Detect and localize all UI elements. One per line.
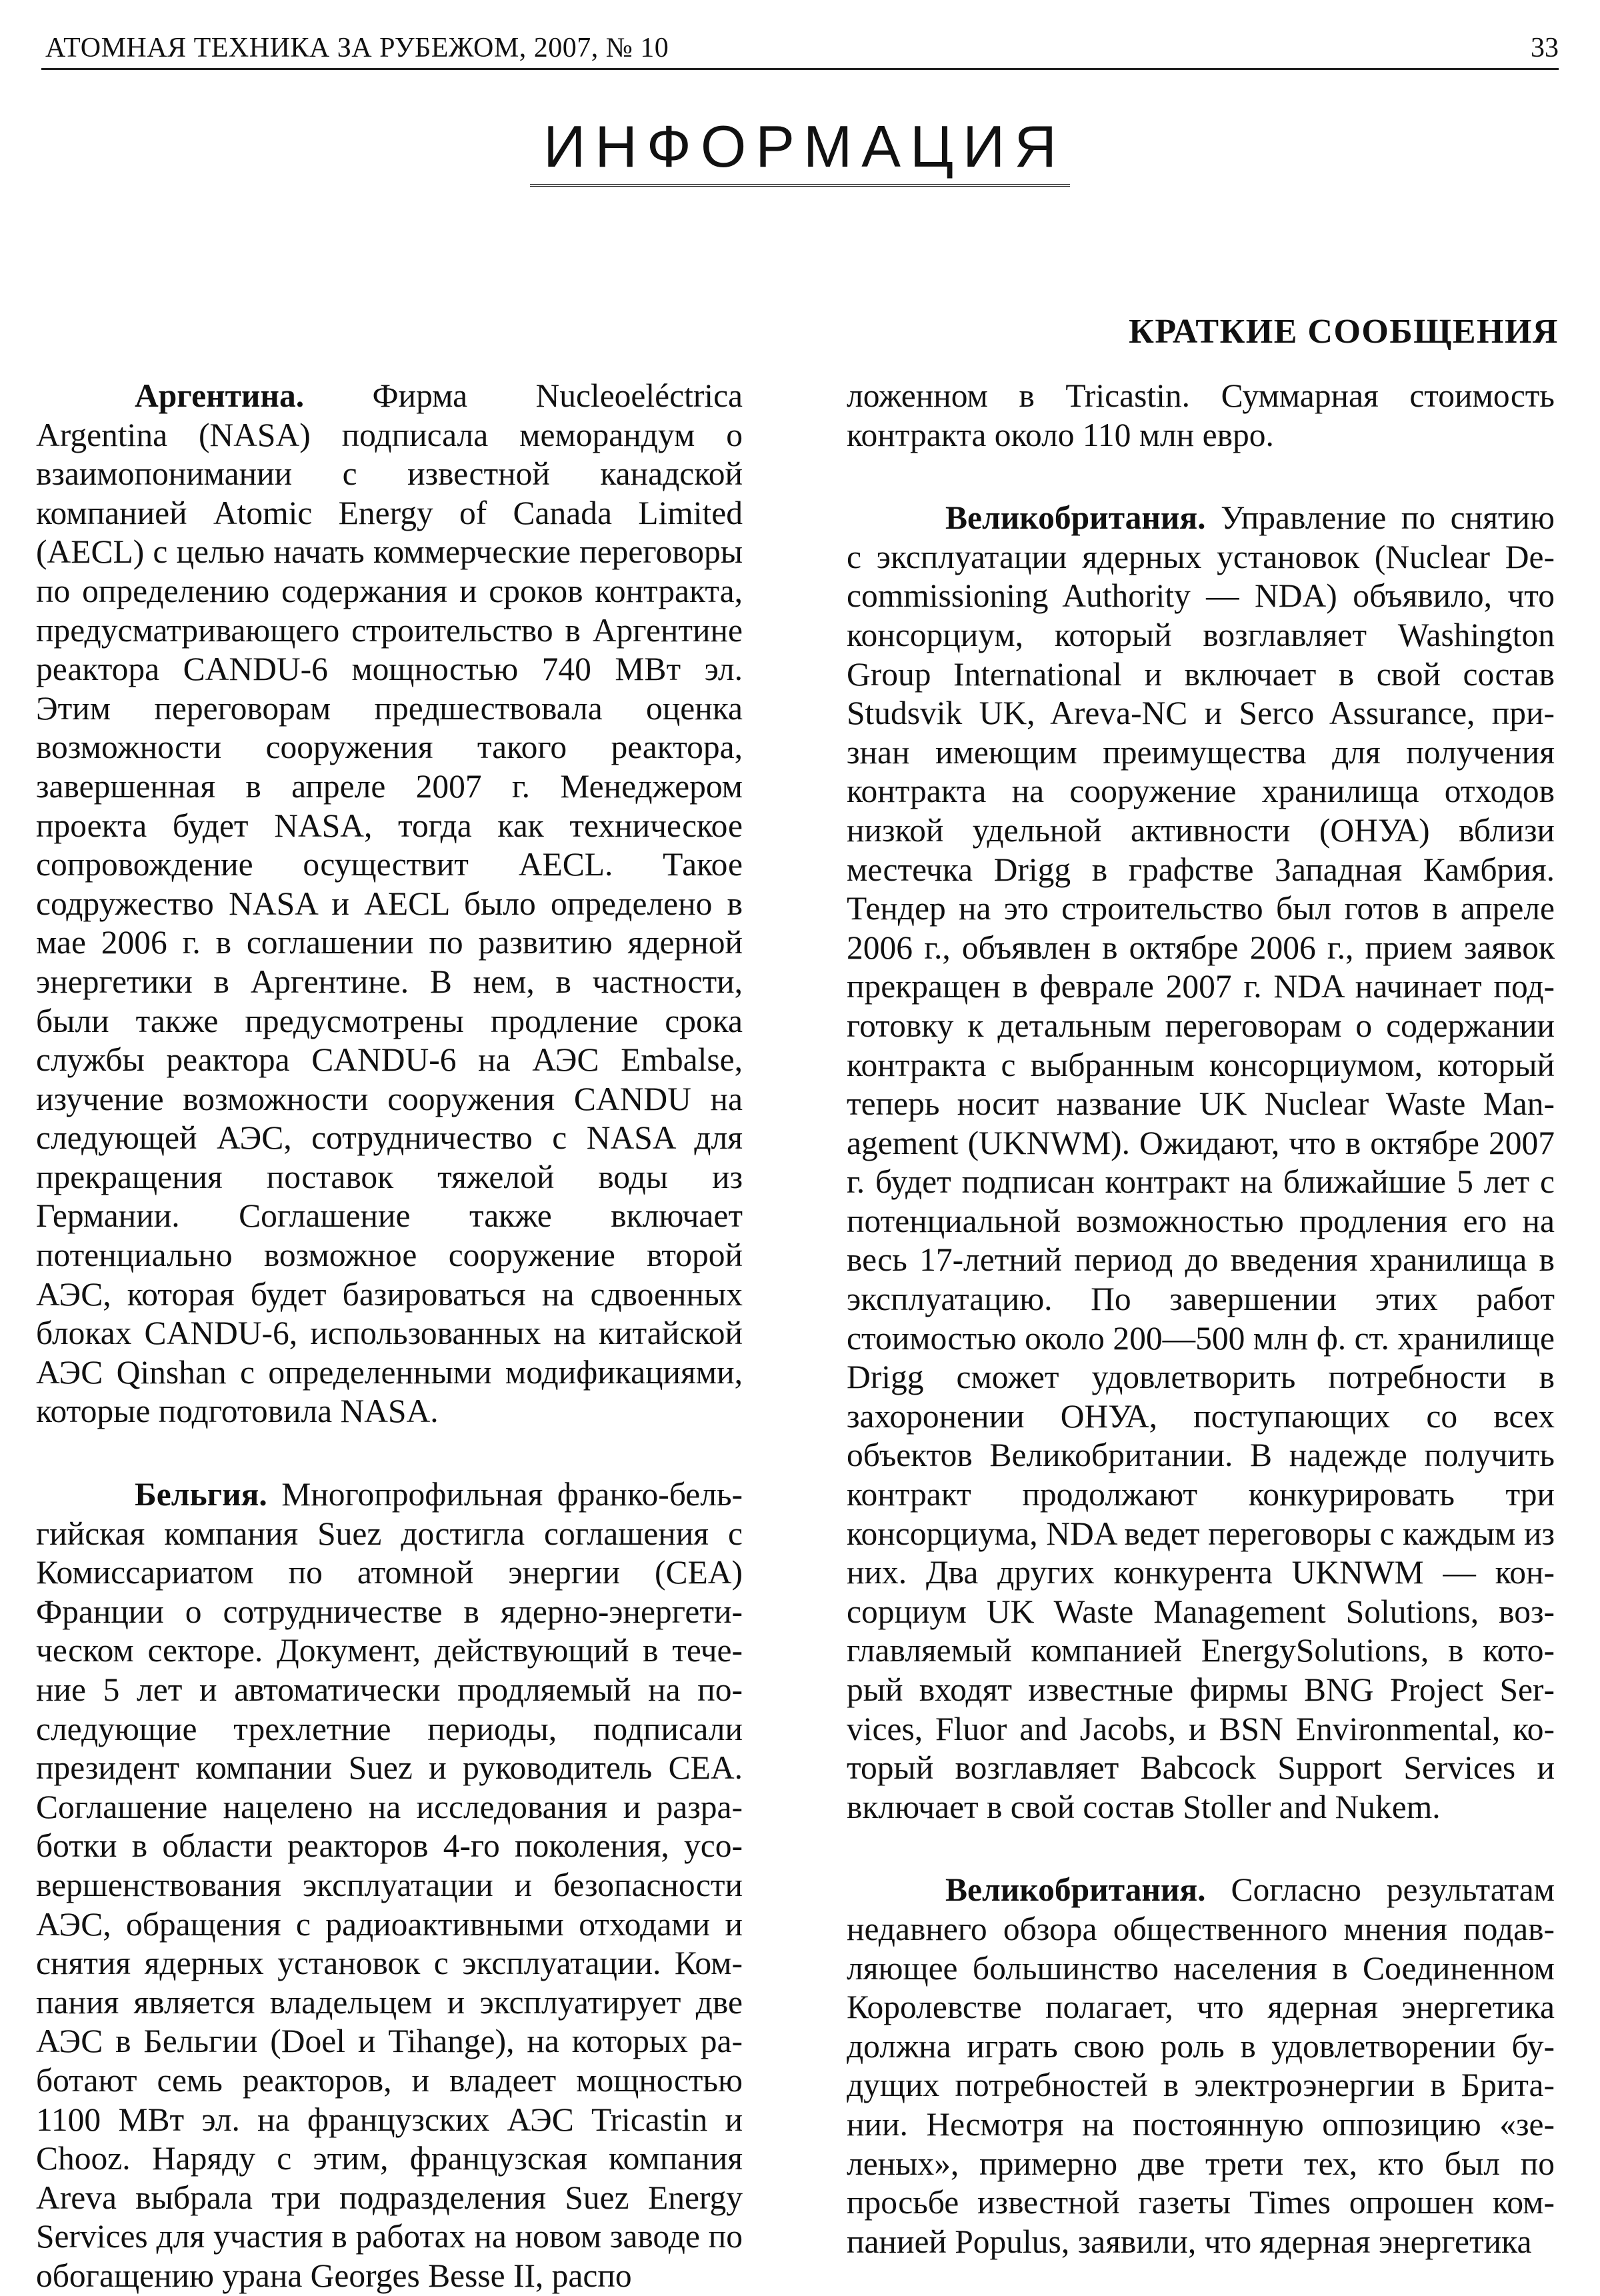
news-text: Многопрофильная франко-бельгийская компания Suez достигла соглашения с Комиссариатом по атомной энергии (СЕА) Франции о сотрудничестве в ядерно-энергетическом секторе. Документ, действующий в течение 5 лет и автоматически продляемый на последующие трехлетние периоды, подписали президент компании Suez и руководитель СЕА. Соглашение нацелено на исследования и разработки в области реакторов 4-го поколения, усовершенствования эксплуатации и безопасности АЭС, обращения с радиоактивными отходами и снятия ядерных установок с эксплуатации. Компания является владельцем и эксплуатирует две АЭС в Бельгии (Doel и Tihange), на которых работают семь реакторов, и владеет мощностью 1100 МВт эл. на французских АЭС Tricastin и Chooz. Наряду с этим, французская компания Areva выбрала три подразделения Suez Energy Services для участия в работах на новом заводе по обогащению урана Georges Besse II, распо [36, 1476, 743, 2294]
news-text: Управление по снятию с эксплуатации ядерных установок (Nuclear Decommissioning Authority — NDA) объявило, что консорциум, который возглавляет Washington Group International и включает в свой состав Studsvik UK, Areva-NC и Serco Assurance, признан имеющим преимущества для получения контракта на сооружение хранилища отходов низкой удельной активности (ОНУА) вблизи местечка Drigg в графстве Западная Камбрия. Тендер на это строительство был готов в апреле 2006 г., объявлен в октябре 2006 г., прием заявок прекращен в феврале 2007 г. NDA начинает подготовку к детальным переговорам о содержании контракта с выбранным консорциумом, который теперь носит название UK Nuclear Waste Management (UKNWM). Ожидают, что в октябре 2007 г. будет подписан контракт на ближайшие 5 лет с потенциальной возможностью продления его на весь 17-летний период до введения хранилища в эксплуатацию. По завершении этих работ стоимостью около 200—500 млн ф. ст. хранилище Drigg сможет удовлетворить потребности в захоронении ОНУА, поступающих со всех объектов Великобритании. В надежде получить контракт продолжают конкурировать три консорциума, NDA ведет переговоры с каждым из них. Два других конкурента UKNWM — консорциум UK Waste Management Solutions, возглавляемый компанией EnergySolutions, в который входят известные фирмы BNG Project Services, Fluor and Jacobs, и BSN Environmental, который возглавляет Babcock Support Services и включает в свой состав Stoller and Nukem. [847, 499, 1555, 1825]
page-number: 33 [1531, 33, 1559, 63]
news-item-belgium-continued: ложенном в Tricastin. Суммарная стоимость контракта около 110 млн евро. [847, 377, 1555, 453]
right-column [847, 377, 1555, 2261]
news-item-uk-waste [847, 499, 1555, 1827]
country-lead: Великобритания. [945, 1871, 1206, 1909]
section-title-block [0, 113, 1600, 187]
running-header [41, 27, 1559, 70]
news-item-belgium [36, 1475, 743, 2295]
news-item-argentina [36, 377, 743, 1431]
country-lead: Аргентина. [135, 377, 305, 414]
news-text: Согласно результатам недавнего обзора общественного мнения подавляющее большинство населения в Соединенном Королевстве полагает, что ядерная энергетика должна играть свою роль в удовлетворении будущих потребностей в электроэнергии в Британии. Несмотря на постоянную оппозицию «зеленых», примерно две трети тех, кто был по просьбе известной газеты Times опрошен компанией Populus, заявили, что ядерная энергетика [847, 1871, 1555, 2260]
news-text: Фирма Nucleoeléctrica Argentina (NASA) подписала меморандум о взаимопонимании с известной канадской компанией Atomic Energy of Canada Limited (AECL) с целью начать коммерческие переговоры по определению содержания и сроков контракта, предусматривающего строительство в Аргентине реактора CANDU-6 мощностью 740 МВт эл. Этим переговорам предшествовала оценка возможности сооружения такого реактора, завершенная в апреле 2007 г. Менеджером проекта будет NASA, тогда как техническое сопровождение осуществит AECL. Такое содружество NASA и AECL было определено в мае 2006 г. в соглашении по развитию ядерной энергетики в Аргентине. В нем, в частности, были также предусмотрены продление срока службы реактора CANDU-6 на АЭС Embalse, изучение возможности сооружения CANDU на следующей АЭС, сотрудничество с NASA для прекращения поставок тяжелой воды из Германии. Соглашение также включает потенциально возможное сооружение второй АЭС, которая будет базироваться на сдвоенных блоках CANDU-6, использованных на китайской АЭС Qinshan с определенными модификациями, которые подготовила NASA. [36, 377, 743, 1430]
rubric-heading: КРАТКИЕ СООБЩЕНИЯ [1129, 313, 1559, 351]
section-title: ИНФОРМАЦИЯ [530, 117, 1070, 187]
left-column [36, 377, 743, 2296]
country-lead: Бельгия. [135, 1476, 267, 1513]
journal-title: АТОМНАЯ ТЕХНИКА ЗА РУБЕЖОМ, 2007, № 10 [45, 33, 669, 63]
news-item-uk-opinion [847, 1871, 1555, 2261]
country-lead: Великобритания. [945, 499, 1206, 537]
